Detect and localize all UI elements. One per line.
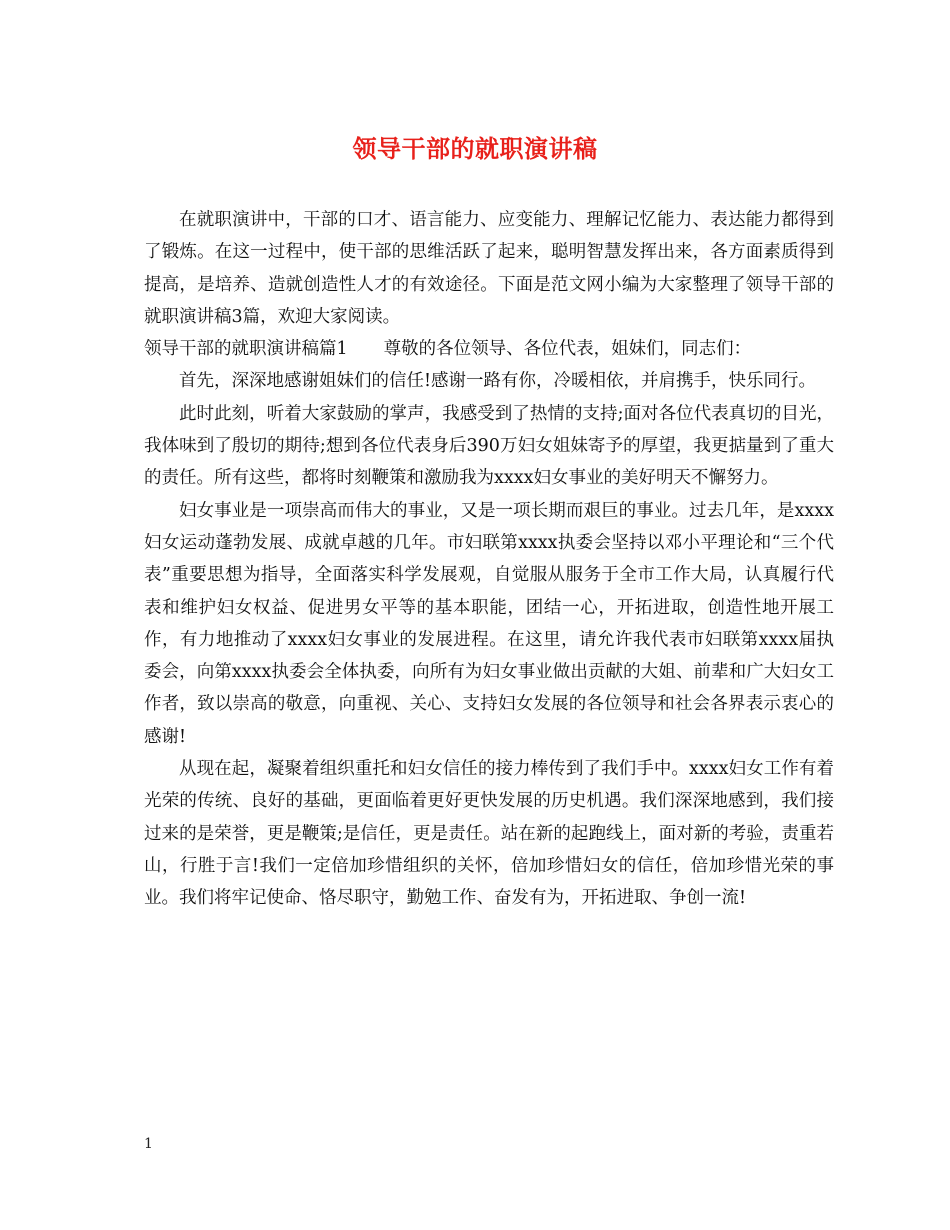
document-title: 领导干部的就职演讲稿 [352, 134, 598, 163]
section-heading: 领导干部的就职演讲稿篇1 [144, 339, 348, 360]
document-body [144, 204, 834, 915]
greeting: 尊敬的各位领导、各位代表，姐妹们，同志们： [383, 339, 752, 360]
section-heading-line [144, 333, 834, 365]
page-number: 1 [144, 1136, 153, 1152]
body-paragraph-2: 此时此刻，听着大家鼓励的掌声，我感受到了热情的支持;面对各位代表真切的目光，我体味到了殷切的期待;想到各位代表身后390万妇女姐妹寄予的厚望，我更掂量到了重大的责任。所有这些，都将时刻鞭策和激励我为xxxx妇女事业的美好明天不懈努力。 [144, 403, 834, 489]
body-paragraph-3: 妇女事业是一项崇高而伟大的事业，又是一项长期而艰巨的事业。过去几年，是xxxx妇女运动蓬勃发展、成就卓越的几年。市妇联第xxxx执委会坚持以邓小平理论和“三个代表”重要思想为指导，全面落实科学发展观，自觉服从服务于全市工作大局，认真履行代表和维护妇女权益、促进男女平等的基本职能，团结一心，开拓进取，创造性地开展工作，有力地推动了xxxx妇女事业的发展进程。在这里，请允许我代表市妇联第xxxx届执委会，向第xxxx执委会全体执委，向所有为妇女事业做出贡献的大姐、前辈和广大妇女工作者，致以崇高的敬意，向重视、关心、支持妇女发展的各位领导和社会各界表示衷心的感谢! [144, 500, 834, 747]
intro-paragraph: 在就职演讲中，干部的口才、语言能力、应变能力、理解记忆能力、表达能力都得到了锻炼。在这一过程中，使干部的思维活跃了起来，聪明智慧发挥出来，各方面素质得到提高，是培养、造就创造性人才的有效途径。下面是范文网小编为大家整理了领导干部的就职演讲稿3篇，欢迎大家阅读。 [144, 210, 834, 327]
body-paragraph-4: 从现在起，凝聚着组织重托和妇女信任的接力棒传到了我们手中。xxxx妇女工作有着光荣的传统、良好的基础，更面临着更好更快发展的历史机遇。我们深深地感到，我们接过来的是荣誉，更是鞭策;是信任，更是责任。站在新的起跑线上，面对新的考验，责重若山，行胜于言!我们一定倍加珍惜组织的关怀，倍加珍惜妇女的信任，倍加珍惜光荣的事业。我们将牢记使命、恪尽职守，勤勉工作、奋发有为，开拓进取、争创一流! [144, 759, 834, 909]
body-paragraph-1: 首先，深深地感谢姐妹们的信任!感谢一路有你，冷暖相依，并肩携手，快乐同行。 [179, 371, 817, 392]
